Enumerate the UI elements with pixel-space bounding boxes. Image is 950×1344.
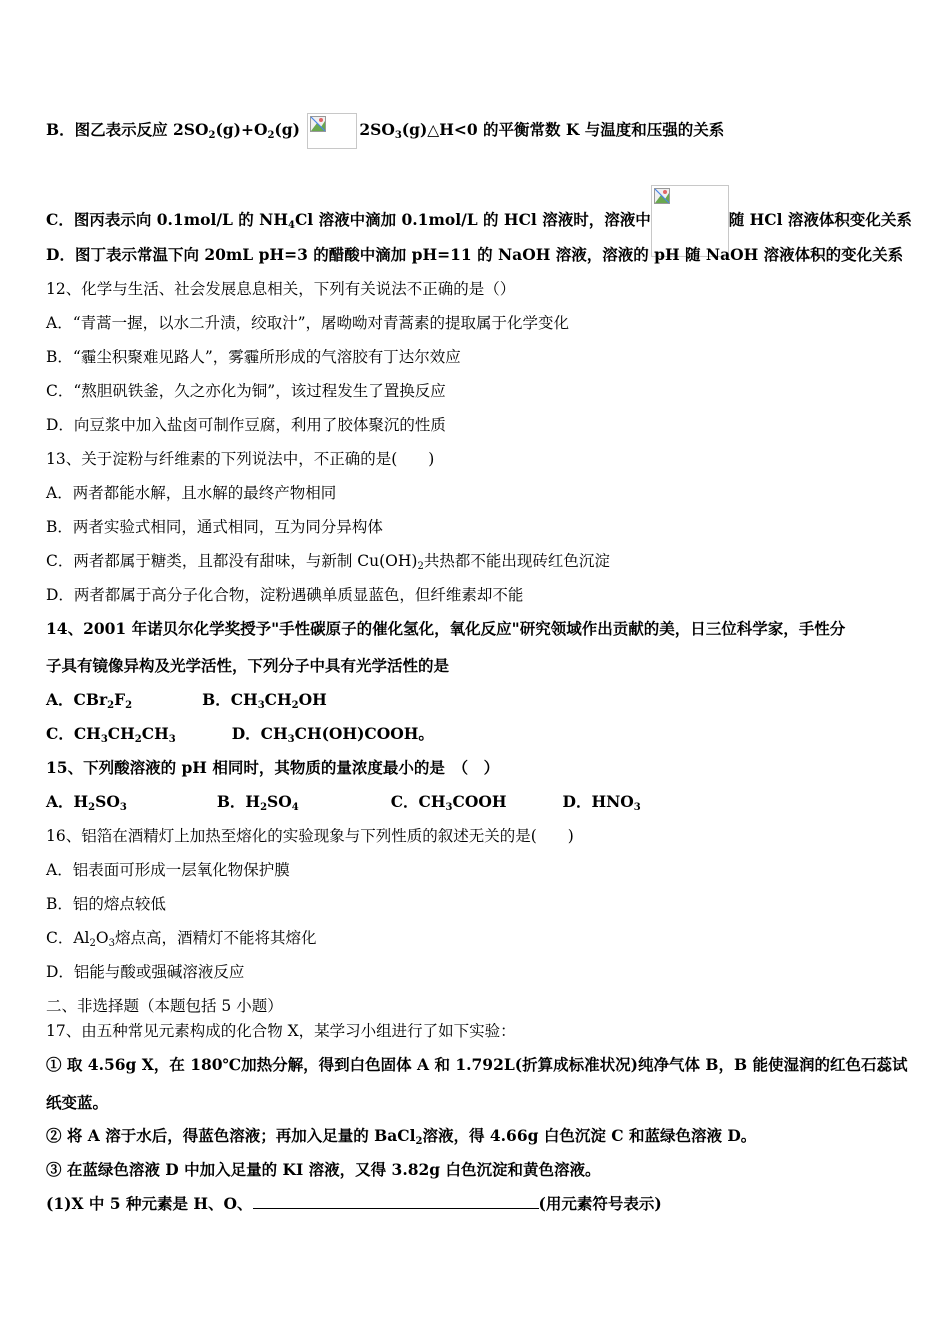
q15-options: A．$H_2SO_3$ B．$H_2SO_4$ C．$CH_3COOH$ D．$HNO_3$: [46, 792, 641, 813]
q11-option-c: C．图丙表示向 0.1mol/L 的 $NH_4Cl$ 溶液中滴加 0.1mol/L 的 HCl 溶液时，溶液中 随 HCl 溶液体积变化关系: [46, 185, 912, 257]
q13-option-c: C．两者都属于糖类，且都没有甜味，与新制 $Cu(OH)_2$共热都不能出现砖红色沉淀: [46, 552, 610, 572]
q16-option-c: C．$Al_2O_3$熔点高，酒精灯不能将其熔化: [46, 929, 317, 949]
q16-option-d: D．铝能与酸或强碱溶液反应: [46, 963, 245, 981]
q14-stem-line2: 子具有镜像异构及光学活性，下列分子中具有光学活性的是: [46, 656, 450, 675]
section-heading: 二、非选择题（本题包括 5 小题）: [46, 997, 283, 1015]
q11-option-b: B．图乙表示反应 $2SO_2(g)+O_2(g)$ $2SO_3(g)\triangle H<0$ 的平衡常数 K 与温度和压强的关系: [46, 113, 724, 149]
broken-image-icon: [307, 113, 357, 149]
q17-step1-line1: ① 取 4.56g X，在 180℃加热分解，得到白色固体 A 和 1.792L(折算成标准状况)纯净气体 B，B 能使湿润的红色石蕊试: [46, 1055, 908, 1074]
q14-options-cd: C．$CH_3CH_2CH_3$ D．$CH_3CH(OH)COOH$。: [46, 724, 434, 745]
q17-step3: ③ 在蓝绿色溶液 D 中加入足量的 KI 溶液，又得 3.82g 白色沉淀和黄色溶液。: [46, 1160, 601, 1179]
q16-option-a: A．铝表面可形成一层氧化物保护膜: [46, 861, 290, 879]
q17-part1: (1)X 中 5 种元素是 H、O、 (用元素符号表示): [46, 1194, 662, 1213]
q12-option-a: A．“青蒿一握，以水二升渍，绞取汁”，屠呦呦对青蒿素的提取属于化学变化: [46, 314, 570, 332]
q12-stem: 12、化学与生活、社会发展息息相关，下列有关说法不正确的是（）: [46, 280, 516, 298]
q14-stem-line1: 14、2001 年诺贝尔化学奖授予"手性碳原子的催化氢化，氧化反应"研究领域作出贡献的美，日三位科学家，手性分: [46, 619, 846, 638]
q16-stem: 16、铝箔在酒精灯上加热至熔化的实验现象与下列性质的叙述无关的是( ): [46, 827, 574, 845]
q12-option-c: C．“熬胆矾铁釜，久之亦化为铜”，该过程发生了置换反应: [46, 382, 446, 400]
q13-option-d: D．两者都属于高分子化合物，淀粉遇碘单质显蓝色，但纤维素却不能: [46, 586, 524, 604]
q13-stem: 13、关于淀粉与纤维素的下列说法中，不正确的是( ): [46, 450, 435, 468]
answer-blank[interactable]: [253, 1194, 539, 1209]
q16-option-b: B．铝的熔点较低: [46, 895, 166, 913]
q17-step1-line2: 纸变蓝。: [46, 1093, 109, 1112]
q17-step2: ② 将 A 溶于水后，得蓝色溶液；再加入足量的 BaCl$_2$溶液，得 4.66g 白色沉淀 C 和蓝绿色溶液 D。: [46, 1126, 757, 1147]
q12-option-d: D．向豆浆中加入盐卤可制作豆腐，利用了胶体聚沉的性质: [46, 416, 446, 434]
q11-option-d: D．图丁表示常温下向 20mL pH=3 的醋酸中滴加 pH=11 的 NaOH 溶液，溶液的 pH 随 NaOH 溶液体积的变化关系: [46, 245, 904, 264]
q13-option-b: B．两者实验式相同，通式相同，互为同分异构体: [46, 518, 383, 536]
q14-options-ab: A．$CBr_2F_2$ B．$CH_3CH_2OH$: [46, 690, 327, 711]
q13-option-a: A．两者都能水解，且水解的最终产物相同: [46, 484, 337, 502]
q15-stem: 15、下列酸溶液的 pH 相同时，其物质的量浓度最小的是 （ ）: [46, 758, 500, 777]
q17-stem: 17、由五种常见元素构成的化合物 X，某学习小组进行了如下实验：: [46, 1022, 516, 1040]
q12-option-b: B．“霾尘积聚难见路人”，雾霾所形成的气溶胶有丁达尔效应: [46, 348, 461, 366]
